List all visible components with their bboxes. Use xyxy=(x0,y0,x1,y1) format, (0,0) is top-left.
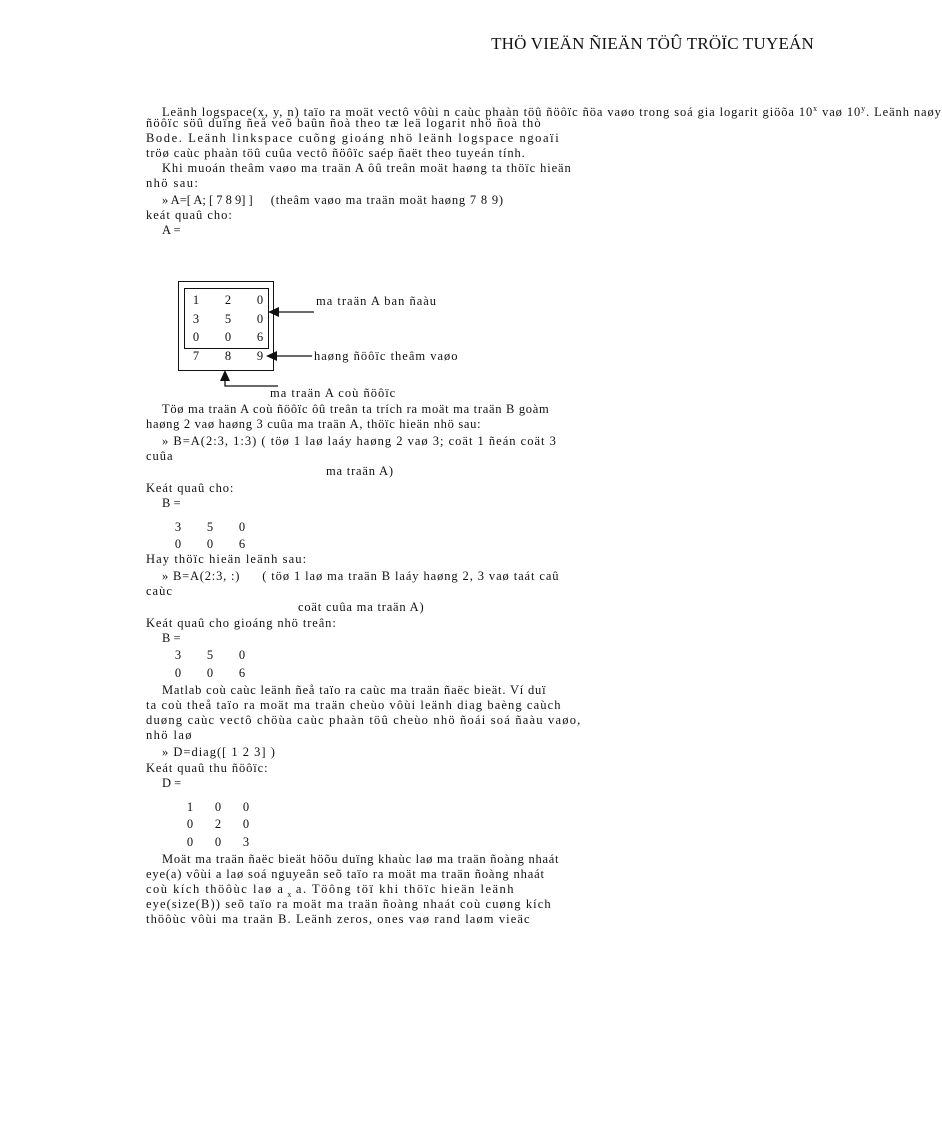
result-label: Keát quaû cho: xyxy=(146,481,235,495)
command-continuation: cuûa xyxy=(146,449,174,463)
matrix-b-cell: 0 xyxy=(206,537,214,551)
superscript-y: y xyxy=(861,104,867,113)
matrix-b-cell: 5 xyxy=(206,648,214,662)
command-note: ( töø 1 laø ma traän B laáy haøng 2, 3 vaø taát caû xyxy=(262,569,560,583)
text-span: . Leänh naøy xyxy=(866,105,942,120)
text-line: Töø ma traän A coù ñöôïc ôû treân ta trích ra moät ma traän B goàm xyxy=(162,402,550,416)
text-span: coù kích thöôùc laø a xyxy=(146,882,285,896)
matrix-d-cell: 0 xyxy=(186,817,194,831)
matrix-a-cell: 1 xyxy=(192,293,200,307)
command-note: (theâm vaøo ma traän moät haøng 7 8 9) xyxy=(270,193,504,207)
text-line: nhö sau: xyxy=(146,176,200,190)
matrix-d-cell: 0 xyxy=(242,800,250,814)
arrow-new-head xyxy=(220,370,230,381)
matrix-a-cell: 5 xyxy=(224,312,232,326)
command-line: » D=diag([ 1 2 3] ) xyxy=(162,745,276,759)
label-original-matrix: ma traän A ban ñaàu xyxy=(316,294,438,308)
label-added-row: haøng ñöôïc theâm vaøo xyxy=(314,349,459,363)
text-line: eye(size(B)) seõ taïo ra moät ma traän ñoàng nhaát coù cuøng kích xyxy=(146,897,552,911)
matrix-d-cell: 0 xyxy=(186,835,194,849)
matrix-a-cell: 2 xyxy=(224,293,232,307)
command-text: » B=A(2:3, :) xyxy=(162,569,241,583)
command-line xyxy=(162,569,559,584)
matrix-d-label: D = xyxy=(162,776,182,790)
matrix-d-cell: 0 xyxy=(214,835,222,849)
text-line: ñöôïc söû duïng ñeå veõ baûn ñoà theo tæ leä logarit nhö ñoà thò xyxy=(146,116,542,130)
matrix-b-cell: 0 xyxy=(174,537,182,551)
matrix-a-cell: 6 xyxy=(256,330,264,344)
matrix-a-cell: 9 xyxy=(256,349,264,363)
matrix-b-cell: 5 xyxy=(206,520,214,534)
arrow-original-head xyxy=(268,307,279,317)
text-line: nhö laø xyxy=(146,728,193,742)
text-line: Khi muoán theâm vaøo ma traän A ôû treân moät haøng ta thöïc hieän xyxy=(162,161,572,175)
result-label: keát quaû cho: xyxy=(146,208,233,222)
command-continuation: ma traän A) xyxy=(326,464,394,478)
text-span: Leänh logspace(x, y, n) taïo ra moät vectô vôùi n caùc phaàn töû ñöôïc ñöa vaøo trong soá gia logarit giöõa 10 xyxy=(162,105,814,120)
matrix-d-cell: 2 xyxy=(214,817,222,831)
matrix-a-cell: 0 xyxy=(256,312,264,326)
result-label: Keát quaû cho gioáng nhö treân: xyxy=(146,616,337,630)
label-new-matrix: ma traän A coù ñöôïc xyxy=(270,386,397,400)
command-continuation: coät cuûa ma traän A) xyxy=(298,600,425,614)
text-line: Bode. Leänh linkspace cuõng gioáng nhö leänh logspace ngoaïi xyxy=(146,131,561,145)
matrix-a-cell: 0 xyxy=(192,330,200,344)
matrix-b-cell: 0 xyxy=(238,520,246,534)
text-line: tröø caùc phaàn töû cuûa vectô ñöôïc saép ñaët theo tuyeán tính. xyxy=(146,146,526,160)
matrix-a-cell: 3 xyxy=(192,312,200,326)
matrix-a-cell: 7 xyxy=(192,349,200,363)
matrix-d-cell: 0 xyxy=(242,817,250,831)
page-header: THÖ VIEÄN ÑIEÄN TÖÛ TRÖÏC TUYEÁN xyxy=(491,34,814,53)
matrix-a-label: A = xyxy=(162,223,181,237)
text-line: Hay thöïc hieän leänh sau: xyxy=(146,552,308,566)
matrix-a-cell: 0 xyxy=(256,293,264,307)
matrix-b-cell: 3 xyxy=(174,520,182,534)
matrix-d-cell: 1 xyxy=(186,800,194,814)
superscript-x: x xyxy=(813,104,819,113)
matrix-b-label: B = xyxy=(162,631,181,645)
matrix-d-cell: 0 xyxy=(214,800,222,814)
matrix-b-cell: 3 xyxy=(174,648,182,662)
matrix-b-cell: 6 xyxy=(238,666,246,680)
command-text: » A=[ A; [ 7 8 9] ] xyxy=(162,193,253,207)
matrix-b-cell: 0 xyxy=(238,648,246,662)
result-label: Keát quaû thu ñöôïc: xyxy=(146,761,269,775)
matrix-a-cell: 8 xyxy=(224,349,232,363)
text-line: ta coù theå taïo ra moät ma traän cheùo vôùi leänh diag baèng caùch xyxy=(146,698,562,712)
text-span: vaø 10 xyxy=(818,105,862,120)
text-line: Moät ma traän ñaëc bieät höõu duïng khaùc laø ma traän ñoàng nhaát xyxy=(162,852,560,866)
arrow-added-row-head xyxy=(266,351,277,361)
text-line: haøng 2 vaø haøng 3 cuûa ma traän A, thöïc hieän nhö sau: xyxy=(146,417,482,431)
text-line: eye(a) vôùi a laø soá nguyeân seõ taïo ra moät ma traän ñoàng nhaát xyxy=(146,867,545,881)
matrix-b-cell: 0 xyxy=(206,666,214,680)
matrix-b-cell: 0 xyxy=(174,666,182,680)
text-line: thöôùc vôùi ma traän B. Leänh zeros, ones vaø rand laøm vieäc xyxy=(146,912,531,926)
command-line: » B=A(2:3, 1:3) ( töø 1 laø laáy haøng 2 vaø 3; coät 1 ñeán coät 3 xyxy=(162,434,557,448)
text-line: Matlab coù caùc leänh ñeå taïo ra caùc ma traän ñaëc bieät. Ví duï xyxy=(162,683,547,697)
matrix-d-cell: 3 xyxy=(242,835,250,849)
command-continuation: caùc xyxy=(146,584,173,598)
text-span: a. Töông töï khi thöïc hieän leänh xyxy=(295,882,516,896)
matrix-b-label: B = xyxy=(162,496,181,510)
subscript-x: x xyxy=(287,889,293,899)
matrix-a-cell: 0 xyxy=(224,330,232,344)
text-line: duøng caùc vectô chöùa caùc phaàn töû cheùo nhö ñoái soá ñaàu vaøo, xyxy=(146,713,582,727)
matrix-b-cell: 6 xyxy=(238,537,246,551)
